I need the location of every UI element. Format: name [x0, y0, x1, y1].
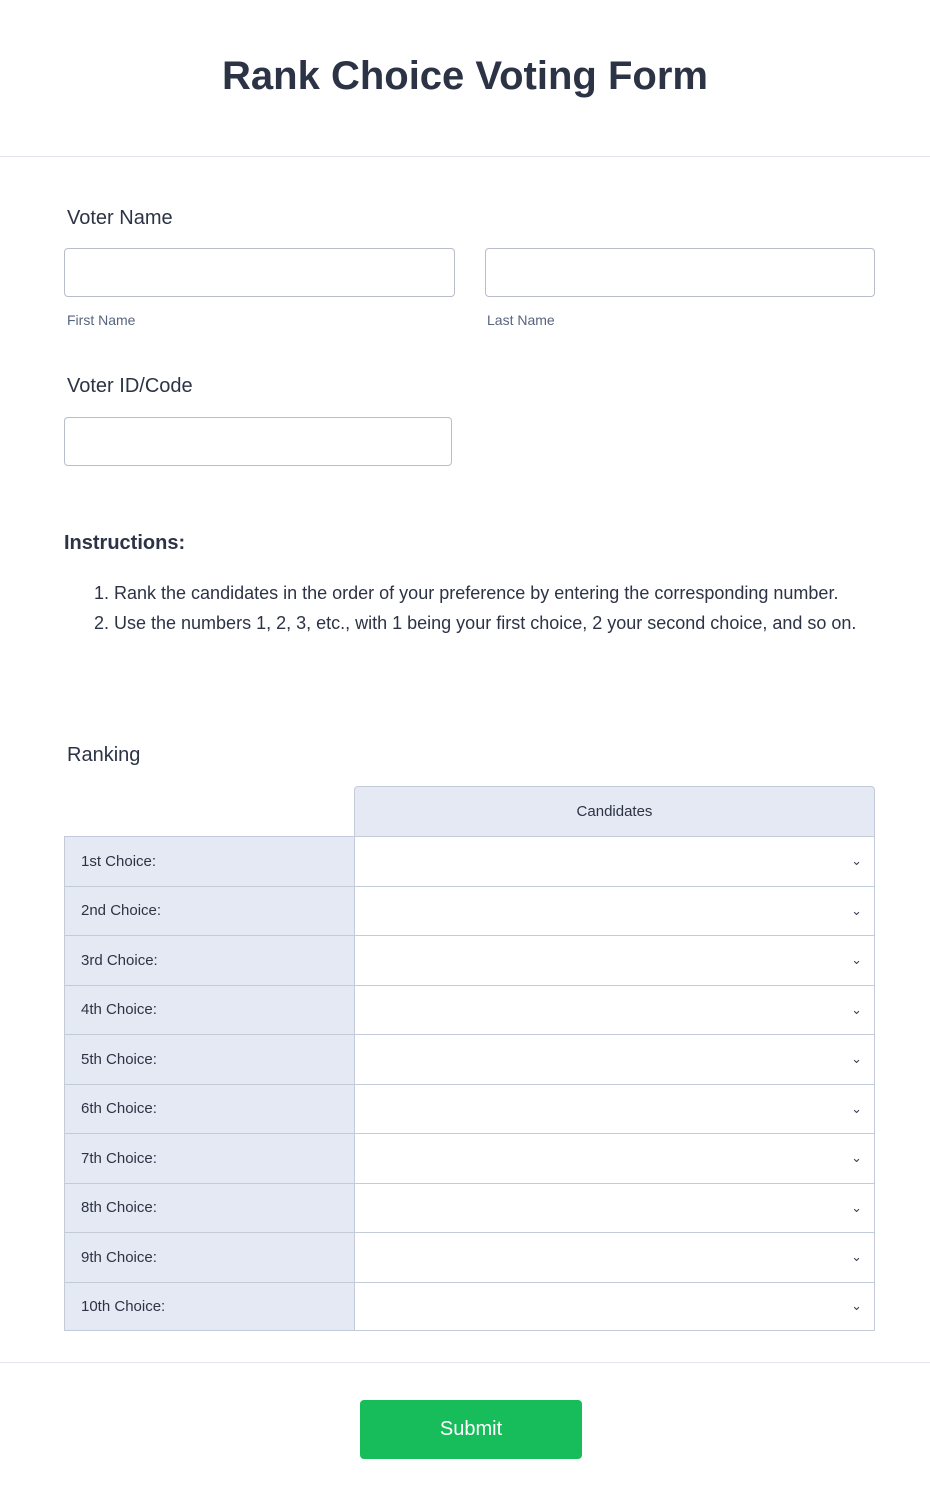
candidate-select[interactable] — [354, 836, 875, 886]
voter-id-label: Voter ID/Code — [67, 375, 193, 397]
divider — [0, 1362, 930, 1363]
ranking-row — [64, 836, 875, 886]
chevron-down-icon: ⌄ — [851, 1100, 862, 1116]
candidate-select[interactable] — [354, 1034, 875, 1084]
ranking-row — [64, 985, 875, 1035]
candidate-select[interactable] — [354, 1084, 875, 1134]
chevron-down-icon: ⌄ — [851, 1001, 862, 1017]
ranking-row — [64, 1282, 875, 1332]
ranking-row — [64, 1133, 875, 1183]
chevron-down-icon: ⌄ — [851, 1051, 862, 1067]
choice-label: 5th Choice: — [64, 1034, 354, 1084]
instruction-item: 2. Use the numbers 1, 2, 3, etc., with 1 being your first choice, 2 your second choice, and so on. — [114, 608, 884, 638]
ranking-row — [64, 1232, 875, 1282]
choice-label: 10th Choice: — [64, 1282, 354, 1332]
voter-id-input[interactable] — [64, 417, 452, 466]
instructions-list — [64, 578, 884, 638]
chevron-down-icon: ⌄ — [851, 1298, 862, 1314]
choice-label: 6th Choice: — [64, 1084, 354, 1134]
ranking-row — [64, 1034, 875, 1084]
candidate-select[interactable] — [354, 1183, 875, 1233]
choice-label: 8th Choice: — [64, 1183, 354, 1233]
candidate-select[interactable] — [354, 886, 875, 936]
form-header — [0, 0, 930, 157]
ranking-row — [64, 1183, 875, 1233]
chevron-down-icon: ⌄ — [851, 1150, 862, 1166]
first-name-input[interactable] — [64, 248, 455, 297]
chevron-down-icon: ⌄ — [851, 1199, 862, 1215]
instructions-title: Instructions: — [64, 532, 186, 554]
ranking-row — [64, 935, 875, 985]
choice-label: 1st Choice: — [64, 836, 354, 886]
choice-label: 7th Choice: — [64, 1133, 354, 1183]
choice-label: 2nd Choice: — [64, 886, 354, 936]
ranking-table — [64, 786, 875, 1331]
chevron-down-icon: ⌄ — [851, 902, 862, 918]
choice-label: 9th Choice: — [64, 1232, 354, 1282]
candidates-header: Candidates — [354, 786, 875, 836]
candidate-select[interactable] — [354, 1133, 875, 1183]
choice-label: 3rd Choice: — [64, 935, 354, 985]
ranking-row — [64, 1084, 875, 1134]
chevron-down-icon: ⌄ — [851, 952, 862, 968]
last-name-sublabel: Last Name — [487, 312, 555, 328]
voter-name-label: Voter Name — [67, 207, 173, 229]
empty-corner — [64, 786, 354, 836]
ranking-label: Ranking — [67, 744, 141, 766]
candidate-select[interactable] — [354, 935, 875, 985]
submit-button[interactable]: Submit — [360, 1400, 582, 1459]
first-name-sublabel: First Name — [67, 312, 136, 328]
candidate-select[interactable] — [354, 985, 875, 1035]
ranking-row — [64, 886, 875, 936]
chevron-down-icon: ⌄ — [851, 1249, 862, 1265]
candidate-select[interactable] — [354, 1232, 875, 1282]
choice-label: 4th Choice: — [64, 985, 354, 1035]
chevron-down-icon: ⌄ — [851, 853, 862, 869]
last-name-input[interactable] — [485, 248, 875, 297]
candidate-select[interactable] — [354, 1282, 875, 1332]
page-title: Rank Choice Voting Form — [222, 53, 708, 98]
instruction-item: 1. Rank the candidates in the order of your preference by entering the corresponding number. — [114, 578, 884, 608]
